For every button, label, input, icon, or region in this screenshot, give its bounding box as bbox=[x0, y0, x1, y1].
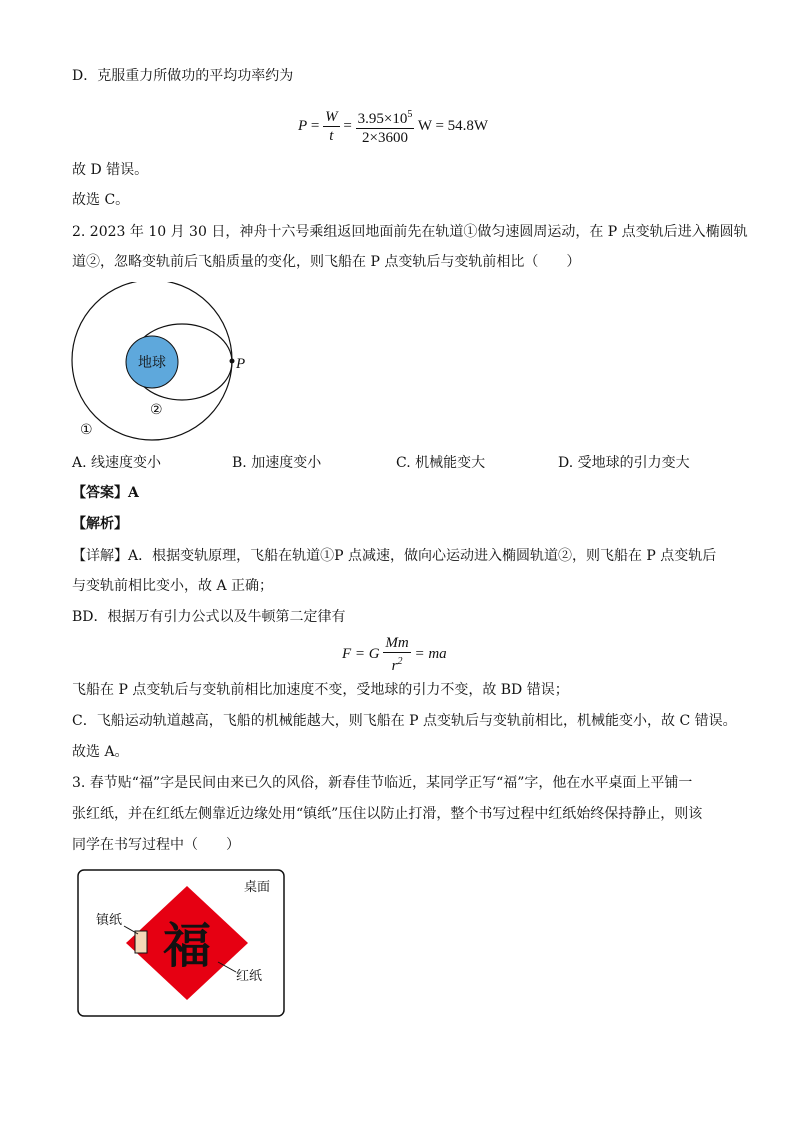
paper-label: 红纸 bbox=[236, 969, 263, 984]
q2-answer: 【答案】A bbox=[72, 485, 139, 501]
weight-label: 镇纸 bbox=[96, 913, 123, 928]
q2-stem-line2: 道②，忽略变轨前后飞船质量的变化，则飞船在 P 点变轨后与变轨前相比（ ） bbox=[72, 254, 581, 270]
q2-after-formula: 飞船在 P 点变轨后与变轨前相比加速度不变，受地球的引力不变，故 BD 错误； bbox=[72, 682, 569, 698]
desk-figure bbox=[76, 868, 288, 1020]
formula2-den-base: r bbox=[391, 658, 398, 674]
q2-options bbox=[72, 452, 722, 472]
desk-label: 桌面 bbox=[244, 880, 271, 895]
formula-rhs: W = 54.8W bbox=[417, 117, 489, 134]
formula-frac-w-t bbox=[323, 108, 340, 145]
q2-detail-line1: 【详解】A．根据变轨原理，飞船在轨道①P 点减速，做向心运动进入椭圆轨道②，则飞船在 P 点变轨后 bbox=[72, 548, 717, 564]
q2-option-c[interactable]: C. 机械能变大 bbox=[396, 455, 486, 471]
q2-choose: 故选 A。 bbox=[72, 744, 129, 760]
orbit-figure bbox=[68, 282, 258, 444]
fu-character: 福 bbox=[162, 918, 212, 974]
q2-bd-intro: BD．根据万有引力公式以及牛顿第二定律有 bbox=[72, 609, 346, 625]
q3-stem-line2: 张红纸，并在红纸左侧靠近边缘处用“镇纸”压住以防止打滑，整个书写过程中红纸始终保持静止，则该 bbox=[72, 806, 703, 822]
formula2-den-exp: 2 bbox=[397, 656, 403, 667]
point-p bbox=[230, 359, 235, 364]
frac-den: t bbox=[329, 128, 334, 144]
formula2-num: Mm bbox=[385, 635, 409, 651]
q3-stem-line3: 同学在书写过程中（ ） bbox=[72, 837, 240, 853]
point-p-label: P bbox=[236, 356, 246, 372]
earth-label: 地球 bbox=[138, 355, 166, 371]
q1-power-formula bbox=[298, 106, 488, 147]
formula-frac-value bbox=[356, 106, 415, 147]
frac-num: W bbox=[325, 109, 338, 125]
q2-stem-line1: 2. 2023 年 10 月 30 日，神舟十六号乘组返回地面前先在轨道①做匀速圆周运动，在 P 点变轨后进入椭圆轨 bbox=[72, 224, 748, 240]
frac-den-value: 2×3600 bbox=[361, 130, 408, 146]
q2-option-a[interactable]: A. 线速度变小 bbox=[72, 455, 162, 471]
q2-option-d[interactable]: D. 受地球的引力变大 bbox=[558, 455, 690, 471]
formula-eq2: = bbox=[343, 117, 352, 134]
q2-analysis-heading: 【解析】 bbox=[72, 516, 128, 532]
formula-lhs: P bbox=[298, 117, 308, 134]
frac-num-exp: 5 bbox=[407, 109, 413, 120]
q2-c-explanation: C．飞船运动轨道越高，飞船的机械能越大，则飞船在 P 点变轨后与变轨前相比，机械能变小，故 C 错误。 bbox=[72, 713, 737, 729]
q2-option-b[interactable]: B. 加速度变小 bbox=[232, 455, 322, 471]
formula2-den bbox=[383, 653, 410, 675]
paper-weight bbox=[135, 931, 147, 953]
formula2-lhs: F = G bbox=[342, 645, 380, 662]
q2-gravity-formula bbox=[342, 634, 447, 675]
formula2-rhs: = ma bbox=[414, 645, 447, 662]
q1-d-intro: D．克服重力所做功的平均功率约为 bbox=[72, 68, 294, 84]
orbit-1-label: ① bbox=[80, 422, 93, 438]
frac-num-base: 3.95×10 bbox=[357, 111, 408, 127]
formula2-frac bbox=[383, 634, 410, 675]
frac-num-value bbox=[356, 106, 415, 129]
orbit-2-label: ② bbox=[150, 402, 163, 418]
q1-choose: 故选 C。 bbox=[72, 192, 130, 208]
q3-stem-line1: 3. 春节贴“福”字是民间由来已久的风俗，新春佳节临近，某同学正写“福”字，他在水平桌面上平铺一 bbox=[72, 775, 693, 791]
q1-d-wrong: 故 D 错误。 bbox=[72, 162, 149, 178]
formula-eq: = bbox=[310, 117, 320, 134]
q2-detail-line2: 与变轨前相比变小，故 A 正确； bbox=[72, 578, 274, 594]
